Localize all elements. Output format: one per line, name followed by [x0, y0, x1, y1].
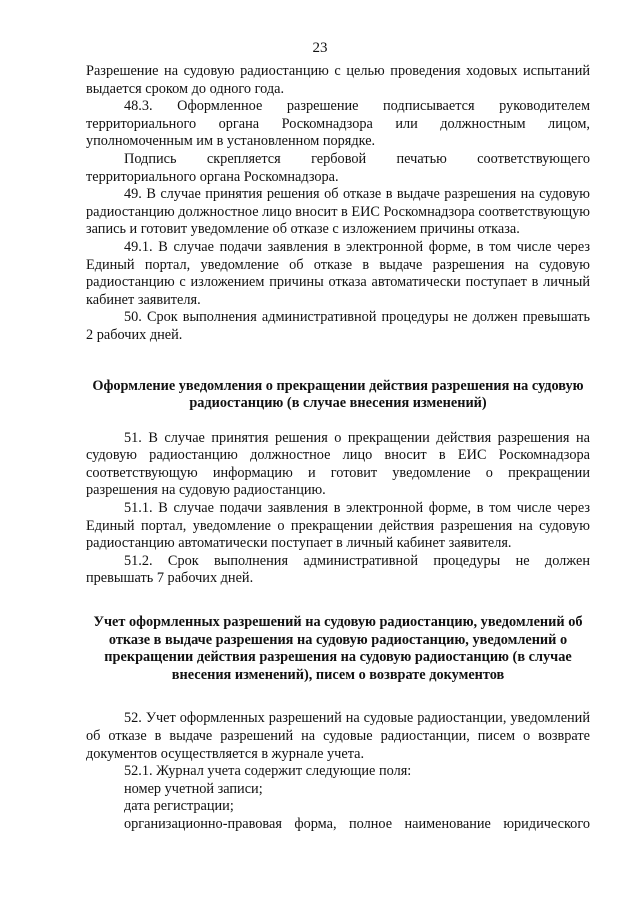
list-item: дата регистрации; [124, 798, 234, 815]
paragraph: 51.1. В случае подачи заявления в электронной форме, в том числе через Единый портал, уведомление о прекращении действия разрешения на судовую радиостанцию автоматически поступает в личный кабинет заявителя. [86, 500, 590, 552]
paragraph: 51. В случае принятия решения о прекращении действия разрешения на судовую радиостанцию должностное лицо вносит в ЕИС Роскомнадзора соответствующую информацию и готовит уведомление о прекращении разрешения на судовую радиостанцию. [86, 429, 590, 499]
paragraph: 51.2. Срок выполнения административной процедуры не должен превышать 7 рабочих дней. [86, 552, 590, 587]
paragraph: 52.1. Журнал учета содержит следующие поля: [124, 763, 412, 780]
paragraph: Разрешение на судовую радиостанцию с целью проведения ходовых испытаний выдается сроком до одного года. [86, 63, 590, 97]
list-item: организационно-правовая форма, полное наименование юридического [124, 815, 590, 832]
list-item: номер учетной записи; [124, 780, 263, 797]
paragraph: 48.3. Оформленное разрешение подписывается руководителем территориального органа Роскомнадзора или должностным лицом, уполномоченным им в установленном порядке. [86, 98, 590, 150]
section-heading: Оформление уведомления о прекращении действия разрешения на судовую радиостанцию (в случае внесения изменений) [92, 377, 584, 412]
paragraph: 50. Срок выполнения административной процедуры не должен превышать 2 рабочих дней. [86, 309, 590, 343]
page-content [86, 63, 590, 834]
paragraph: 49. В случае принятия решения об отказе в выдаче разрешения на судовую радиостанцию должностное лицо вносит в ЕИС Роскомнадзора соответствующую запись и готовит уведомление об отказе с изложением причины отказа. [86, 186, 590, 238]
paragraph: 52. Учет оформленных разрешений на судовые радиостанции, уведомлений об отказе в выдаче разрешений на судовые радиостанции, писем о возврате документов осуществляется в журнале учета. [86, 710, 590, 762]
section-heading: Учет оформленных разрешений на судовую радиостанцию, уведомлений об отказе в выдаче разрешения на судовую радиостанцию, уведомлений о прекращении действия разрешения на судовую радиостанцию (в случае внесения изменений), писем о возврате документов [93, 614, 583, 683]
paragraph: 49.1. В случае подачи заявления в электронной форме, в том числе через Единый портал, уведомление об отказе в выдаче разрешения на судовую радиостанцию с изложением причины отказа автоматически поступает в личный кабинет заявителя. [86, 238, 590, 308]
page-number: 23 [312, 40, 328, 56]
paragraph: Подпись скрепляется гербовой печатью соответствующего территориального органа Роскомнадзора. [86, 150, 590, 185]
